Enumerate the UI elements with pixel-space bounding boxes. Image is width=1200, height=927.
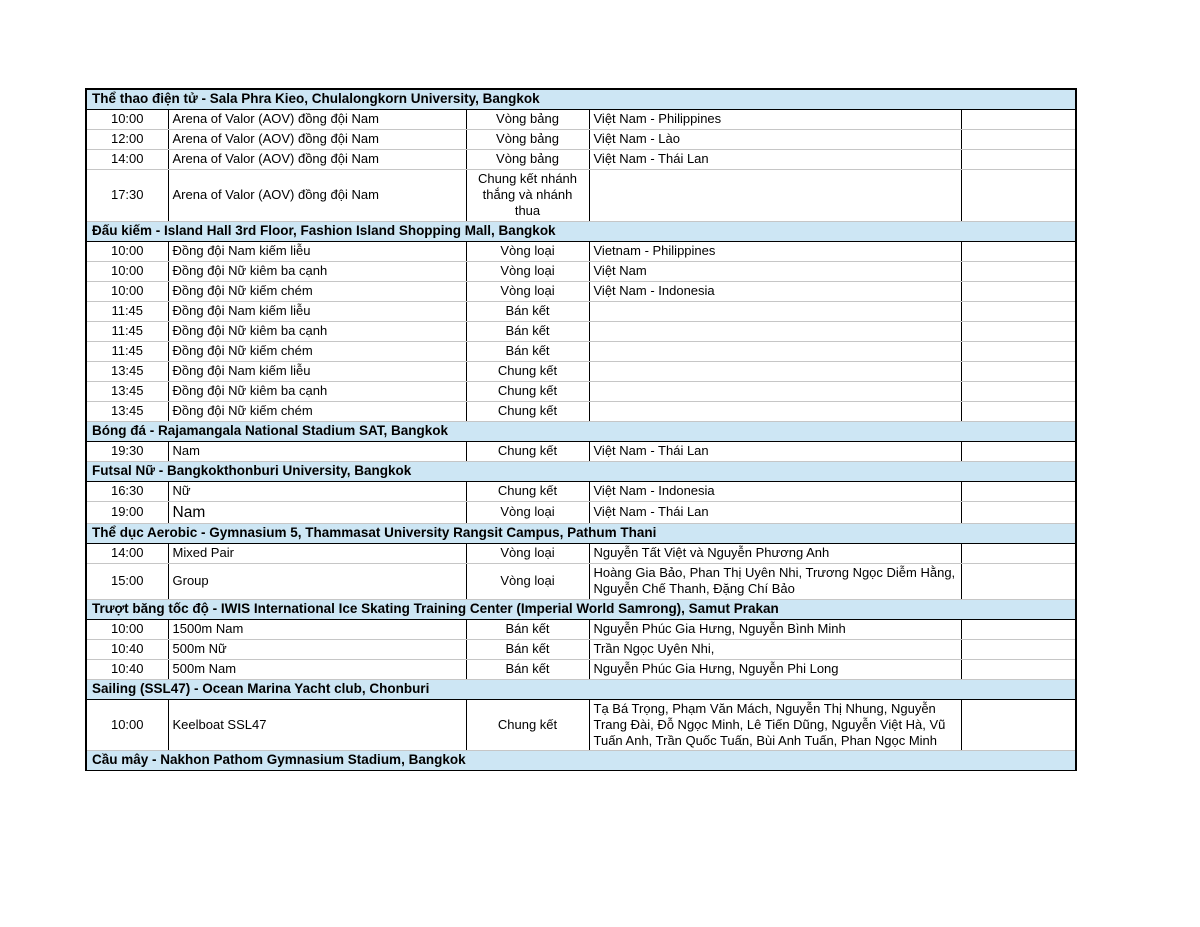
- round-cell: Chung kết: [466, 441, 589, 461]
- section-header: Trượt băng tốc độ - IWIS International Ice Skating Training Center (Imperial World Samrong), Samut Prakan: [86, 599, 1076, 619]
- table-row: [86, 109, 1076, 129]
- notes-cell: [961, 699, 1076, 751]
- section-row: [86, 599, 1076, 619]
- round-cell: Bán kết: [466, 639, 589, 659]
- event-cell: Arena of Valor (AOV) đồng đội Nam: [168, 169, 466, 221]
- participants-cell: Nguyễn Tất Việt và Nguyễn Phương Anh: [589, 544, 961, 564]
- participants-cell: Việt Nam: [589, 261, 961, 281]
- schedule-table: [85, 88, 1077, 771]
- time-cell: 13:45: [86, 401, 168, 421]
- event-cell: Đồng đội Nữ kiêm ba cạnh: [168, 381, 466, 401]
- participants-cell: [589, 401, 961, 421]
- round-cell: Vòng loại: [466, 564, 589, 600]
- table-row: [86, 129, 1076, 149]
- schedule-sheet: [85, 88, 1075, 771]
- event-cell: Mixed Pair: [168, 544, 466, 564]
- notes-cell: [961, 321, 1076, 341]
- round-cell: Vòng loại: [466, 544, 589, 564]
- event-cell: Đồng đội Nam kiếm liễu: [168, 301, 466, 321]
- notes-cell: [961, 129, 1076, 149]
- table-row: [86, 501, 1076, 523]
- time-cell: 10:00: [86, 281, 168, 301]
- participants-cell: Nguyễn Phúc Gia Hưng, Nguyễn Phi Long: [589, 659, 961, 679]
- time-cell: 11:45: [86, 301, 168, 321]
- round-cell: Bán kết: [466, 321, 589, 341]
- section-row: [86, 679, 1076, 699]
- notes-cell: [961, 401, 1076, 421]
- notes-cell: [961, 544, 1076, 564]
- table-row: [86, 381, 1076, 401]
- time-cell: 13:45: [86, 361, 168, 381]
- time-cell: 19:00: [86, 501, 168, 523]
- participants-cell: [589, 301, 961, 321]
- participants-cell: [589, 341, 961, 361]
- time-cell: 10:00: [86, 261, 168, 281]
- table-row: [86, 241, 1076, 261]
- event-cell: Arena of Valor (AOV) đồng đội Nam: [168, 149, 466, 169]
- time-cell: 14:00: [86, 544, 168, 564]
- event-cell: Đồng đội Nữ kiêm ba cạnh: [168, 321, 466, 341]
- event-cell: Keelboat SSL47: [168, 699, 466, 751]
- table-row: [86, 564, 1076, 600]
- time-cell: 17:30: [86, 169, 168, 221]
- notes-cell: [961, 619, 1076, 639]
- round-cell: Vòng bảng: [466, 149, 589, 169]
- participants-cell: [589, 361, 961, 381]
- time-cell: 11:45: [86, 341, 168, 361]
- round-cell: Vòng loại: [466, 281, 589, 301]
- section-header: Bóng đá - Rajamangala National Stadium SAT, Bangkok: [86, 421, 1076, 441]
- time-cell: 13:45: [86, 381, 168, 401]
- participants-cell: [589, 169, 961, 221]
- section-row: [86, 751, 1076, 771]
- time-cell: 11:45: [86, 321, 168, 341]
- notes-cell: [961, 564, 1076, 600]
- notes-cell: [961, 341, 1076, 361]
- participants-cell: Việt Nam - Thái Lan: [589, 501, 961, 523]
- event-cell: Nữ: [168, 481, 466, 501]
- event-cell: Arena of Valor (AOV) đồng đội Nam: [168, 109, 466, 129]
- time-cell: 16:30: [86, 481, 168, 501]
- table-row: [86, 481, 1076, 501]
- table-row: [86, 361, 1076, 381]
- section-row: [86, 89, 1076, 109]
- round-cell: Vòng bảng: [466, 129, 589, 149]
- round-cell: Bán kết: [466, 341, 589, 361]
- round-cell: Vòng loại: [466, 501, 589, 523]
- table-row: [86, 619, 1076, 639]
- event-cell: Nam: [168, 501, 466, 523]
- table-row: [86, 261, 1076, 281]
- section-row: [86, 421, 1076, 441]
- round-cell: Vòng loại: [466, 261, 589, 281]
- section-row: [86, 524, 1076, 544]
- event-cell: Đồng đội Nữ kiêm ba cạnh: [168, 261, 466, 281]
- event-cell: Nam: [168, 441, 466, 461]
- table-row: [86, 169, 1076, 221]
- round-cell: Bán kết: [466, 619, 589, 639]
- notes-cell: [961, 381, 1076, 401]
- round-cell: Bán kết: [466, 659, 589, 679]
- notes-cell: [961, 361, 1076, 381]
- participants-cell: Trần Ngọc Uyên Nhi,: [589, 639, 961, 659]
- event-cell: Đồng đội Nữ kiếm chém: [168, 341, 466, 361]
- table-row: [86, 699, 1076, 751]
- table-row: [86, 149, 1076, 169]
- participants-cell: Việt Nam - Indonesia: [589, 281, 961, 301]
- table-row: [86, 441, 1076, 461]
- notes-cell: [961, 149, 1076, 169]
- section-header: Cầu mây - Nakhon Pathom Gymnasium Stadium, Bangkok: [86, 751, 1076, 771]
- round-cell: Chung kết nhánh thắng và nhánh thua: [466, 169, 589, 221]
- notes-cell: [961, 261, 1076, 281]
- section-header: Thể thao điện tử - Sala Phra Kieo, Chulalongkorn University, Bangkok: [86, 89, 1076, 109]
- table-row: [86, 659, 1076, 679]
- event-cell: Đồng đội Nam kiếm liễu: [168, 361, 466, 381]
- time-cell: 10:40: [86, 659, 168, 679]
- participants-cell: Nguyễn Phúc Gia Hưng, Nguyễn Bình Minh: [589, 619, 961, 639]
- participants-cell: Việt Nam - Philippines: [589, 109, 961, 129]
- notes-cell: [961, 481, 1076, 501]
- time-cell: 19:30: [86, 441, 168, 461]
- participants-cell: Hoàng Gia Bảo, Phan Thị Uyên Nhi, Trương Ngọc Diễm Hằng, Nguyễn Chế Thanh, Đặng Chí Bảo: [589, 564, 961, 600]
- notes-cell: [961, 241, 1076, 261]
- notes-cell: [961, 301, 1076, 321]
- table-row: [86, 639, 1076, 659]
- schedule-table-body: [86, 89, 1076, 771]
- time-cell: 10:00: [86, 241, 168, 261]
- time-cell: 15:00: [86, 564, 168, 600]
- time-cell: 10:40: [86, 639, 168, 659]
- time-cell: 10:00: [86, 699, 168, 751]
- notes-cell: [961, 281, 1076, 301]
- notes-cell: [961, 659, 1076, 679]
- event-cell: 500m Nam: [168, 659, 466, 679]
- participants-cell: Việt Nam - Thái Lan: [589, 149, 961, 169]
- event-cell: Đồng đội Nữ kiếm chém: [168, 401, 466, 421]
- section-header: Thể dục Aerobic - Gymnasium 5, Thammasat University Rangsit Campus, Pathum Thani: [86, 524, 1076, 544]
- notes-cell: [961, 441, 1076, 461]
- round-cell: Chung kết: [466, 401, 589, 421]
- section-row: [86, 221, 1076, 241]
- event-cell: Arena of Valor (AOV) đồng đội Nam: [168, 129, 466, 149]
- notes-cell: [961, 109, 1076, 129]
- participants-cell: Việt Nam - Lào: [589, 129, 961, 149]
- participants-cell: Việt Nam - Indonesia: [589, 481, 961, 501]
- round-cell: Chung kết: [466, 699, 589, 751]
- round-cell: Chung kết: [466, 481, 589, 501]
- participants-cell: Tạ Bá Trọng, Phạm Văn Mách, Nguyễn Thị Nhung, Nguyễn Trang Đài, Đỗ Ngọc Minh, Lê Tiến Dũng, Nguyễn Việt Hà, Vũ Tuấn Anh, Trần Quốc Tuấn, Bùi Anh Tuấn, Phan Ngọc Minh: [589, 699, 961, 751]
- round-cell: Vòng bảng: [466, 109, 589, 129]
- table-row: [86, 544, 1076, 564]
- notes-cell: [961, 639, 1076, 659]
- round-cell: Chung kết: [466, 381, 589, 401]
- table-row: [86, 401, 1076, 421]
- section-row: [86, 461, 1076, 481]
- event-cell: 500m Nữ: [168, 639, 466, 659]
- notes-cell: [961, 169, 1076, 221]
- time-cell: 10:00: [86, 619, 168, 639]
- round-cell: Vòng loại: [466, 241, 589, 261]
- section-header: Sailing (SSL47) - Ocean Marina Yacht club, Chonburi: [86, 679, 1076, 699]
- round-cell: Chung kết: [466, 361, 589, 381]
- event-cell: 1500m Nam: [168, 619, 466, 639]
- notes-cell: [961, 501, 1076, 523]
- section-header: Đấu kiếm - Island Hall 3rd Floor, Fashion Island Shopping Mall, Bangkok: [86, 221, 1076, 241]
- table-row: [86, 341, 1076, 361]
- table-row: [86, 301, 1076, 321]
- participants-cell: Việt Nam - Thái Lan: [589, 441, 961, 461]
- event-cell: Đồng đội Nam kiếm liễu: [168, 241, 466, 261]
- round-cell: Bán kết: [466, 301, 589, 321]
- event-cell: Đồng đội Nữ kiếm chém: [168, 281, 466, 301]
- time-cell: 10:00: [86, 109, 168, 129]
- participants-cell: Vietnam - Philippines: [589, 241, 961, 261]
- time-cell: 12:00: [86, 129, 168, 149]
- table-row: [86, 321, 1076, 341]
- time-cell: 14:00: [86, 149, 168, 169]
- participants-cell: [589, 321, 961, 341]
- event-cell: Group: [168, 564, 466, 600]
- section-header: Futsal Nữ - Bangkokthonburi University, Bangkok: [86, 461, 1076, 481]
- table-row: [86, 281, 1076, 301]
- participants-cell: [589, 381, 961, 401]
